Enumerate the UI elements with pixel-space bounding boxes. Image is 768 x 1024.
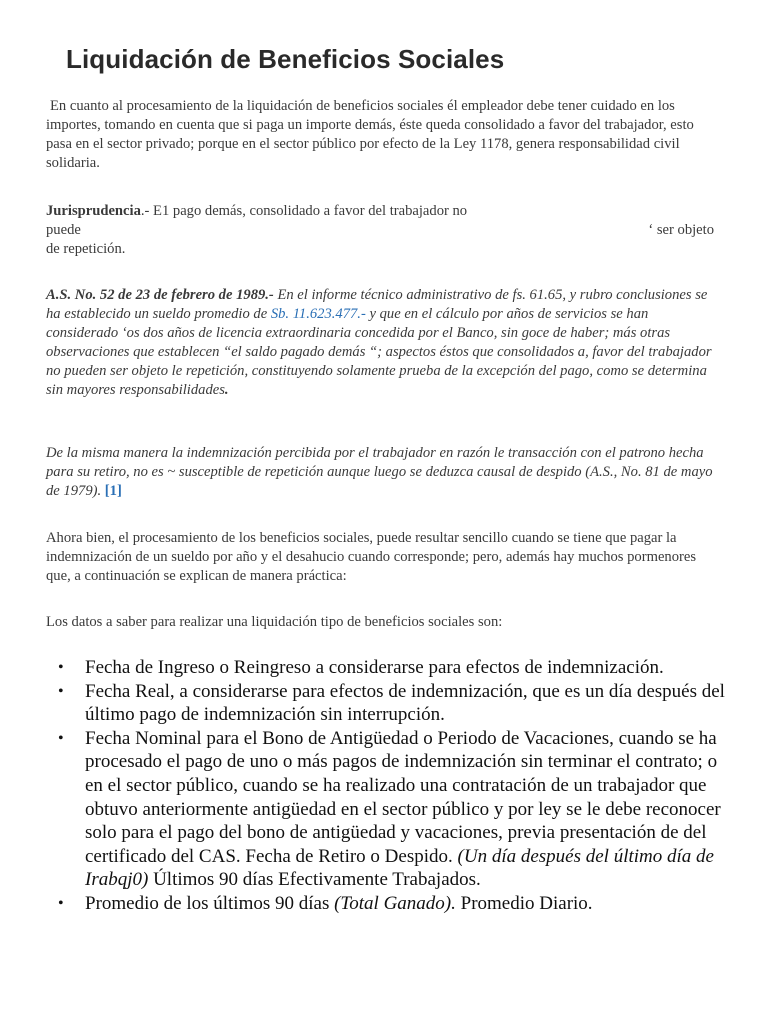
jurisprudencia-paragraph [46,202,714,259]
list-item-tail: Promedio Diario. [455,892,593,914]
jurisprudencia-line-3: de repetición. [46,241,126,257]
jurisprudencia-text-1: .- E1 pago demás, consolidado a favor del trabajador no [140,203,468,219]
jurisprudencia-label: Jurisprudencia [46,203,141,219]
bullet-icon: • [58,659,64,676]
bullet-icon: • [58,729,64,747]
list-item-text: Fecha Real, a considerarse para efectos de indemnización, que es un día después del último pago de indemnización sin interrupción. [85,680,725,726]
list-item-text: Promedio de los últimos 90 días [85,892,335,914]
list-item [58,680,728,727]
datos-paragraph: Los datos a saber para realizar una liquidación tipo de beneficios sociales son: [46,614,503,630]
as52-text-b: y que en el cálculo por años de servicios se han considerado ‘os dos años de licencia extraordinaria concedida por el Banco, sin goce de haber; más otras observaciones que establecen “el saldo pagado demás “; aspectos éstos que consolidados a, favor del trabajador no pueden ser objeto le repetición, constituyendo solamente prueba de la excepción del pago, como se determina sin mayores responsabilidades [46,306,712,398]
as52-paragraph [46,286,714,400]
as52-end: . [224,382,229,398]
bullet-icon: • [58,682,64,700]
list-item-text: Fecha de Ingreso o Reingreso a considerarse para efectos de indemnización. [85,657,664,678]
jurisprudencia-text-2-left: puede [46,222,81,238]
amount-link[interactable]: Sb. 11.623.477.- [270,306,366,322]
page-title: Liquidación de Beneficios Sociales [66,44,505,74]
list-item-tail: Últimos 90 días Efectivamente Trabajados. [148,869,481,891]
jurisprudencia-text-2-right: ‘ ser objeto [648,222,714,238]
as52-text-a: En el informe técnico administrativo de fs. 61.65, y rubro conclusiones se ha establecido un sueldo promedio de [46,287,708,322]
ahora-paragraph: Ahora bien, el procesamiento de los beneficios sociales, puede resultar sencillo cuando se tiene que pagar la indemnización de un sueldo por año y el desahucio cuando corresponde; pero, además hay muchos pormenores que, a continuación se explican de manera práctica: [46,530,697,584]
jurisprudencia-line-1 [46,202,714,221]
list-item-text: Fecha Nominal para el Bono de Antigüedad o Periodo de Vacaciones, cuando se ha procesado el pago de uno o más pagos de indemnización sin terminar el contrato; o en el sector público, cuando se ha realizado una contratación de un trabajador que obtuvo anteriormente antigüedad en el sector público y por ley se le debe reconocer solo para el pago del bono de antigüedad y vacaciones, previa presentación de del certificado del CAS. Fecha de Retiro o Despido. [85,727,721,867]
list-item [58,656,728,680]
list-item-italic: (Un día después del último día de Irabqj0) [85,845,714,891]
indemnizacion-text: De la misma manera la indemnización percibida por el trabajador en razón le transacción con el patrono hecha para su retiro, no es ~ susceptible de repetición aunque luego se deduzca causal de despido (A.S., No. 81 de mayo de 1979). [46,445,713,499]
list-item [58,892,728,916]
bullet-icon: • [58,894,64,912]
intro-paragraph: En cuanto al procesamiento de la liquidación de beneficios sociales él empleador debe tener cuidado en los importes, tomando en cuenta que si paga un importe demás, éste queda consolidado a favor del trabajador, esto pasa en el sector privado; porque en el sector público por efecto de la Ley 1178, genera responsabilidad civil solidaria. [46,98,694,171]
indemnizacion-paragraph [46,444,714,501]
footnote-link[interactable]: [1] [104,483,122,499]
list-item-italic: (Total Ganado). [334,892,456,914]
facts-list [58,656,728,916]
as52-label: A.S. No. 52 de 23 de febrero de 1989.- [46,287,274,303]
jurisprudencia-line-2 [46,221,714,240]
list-item [58,727,728,892]
